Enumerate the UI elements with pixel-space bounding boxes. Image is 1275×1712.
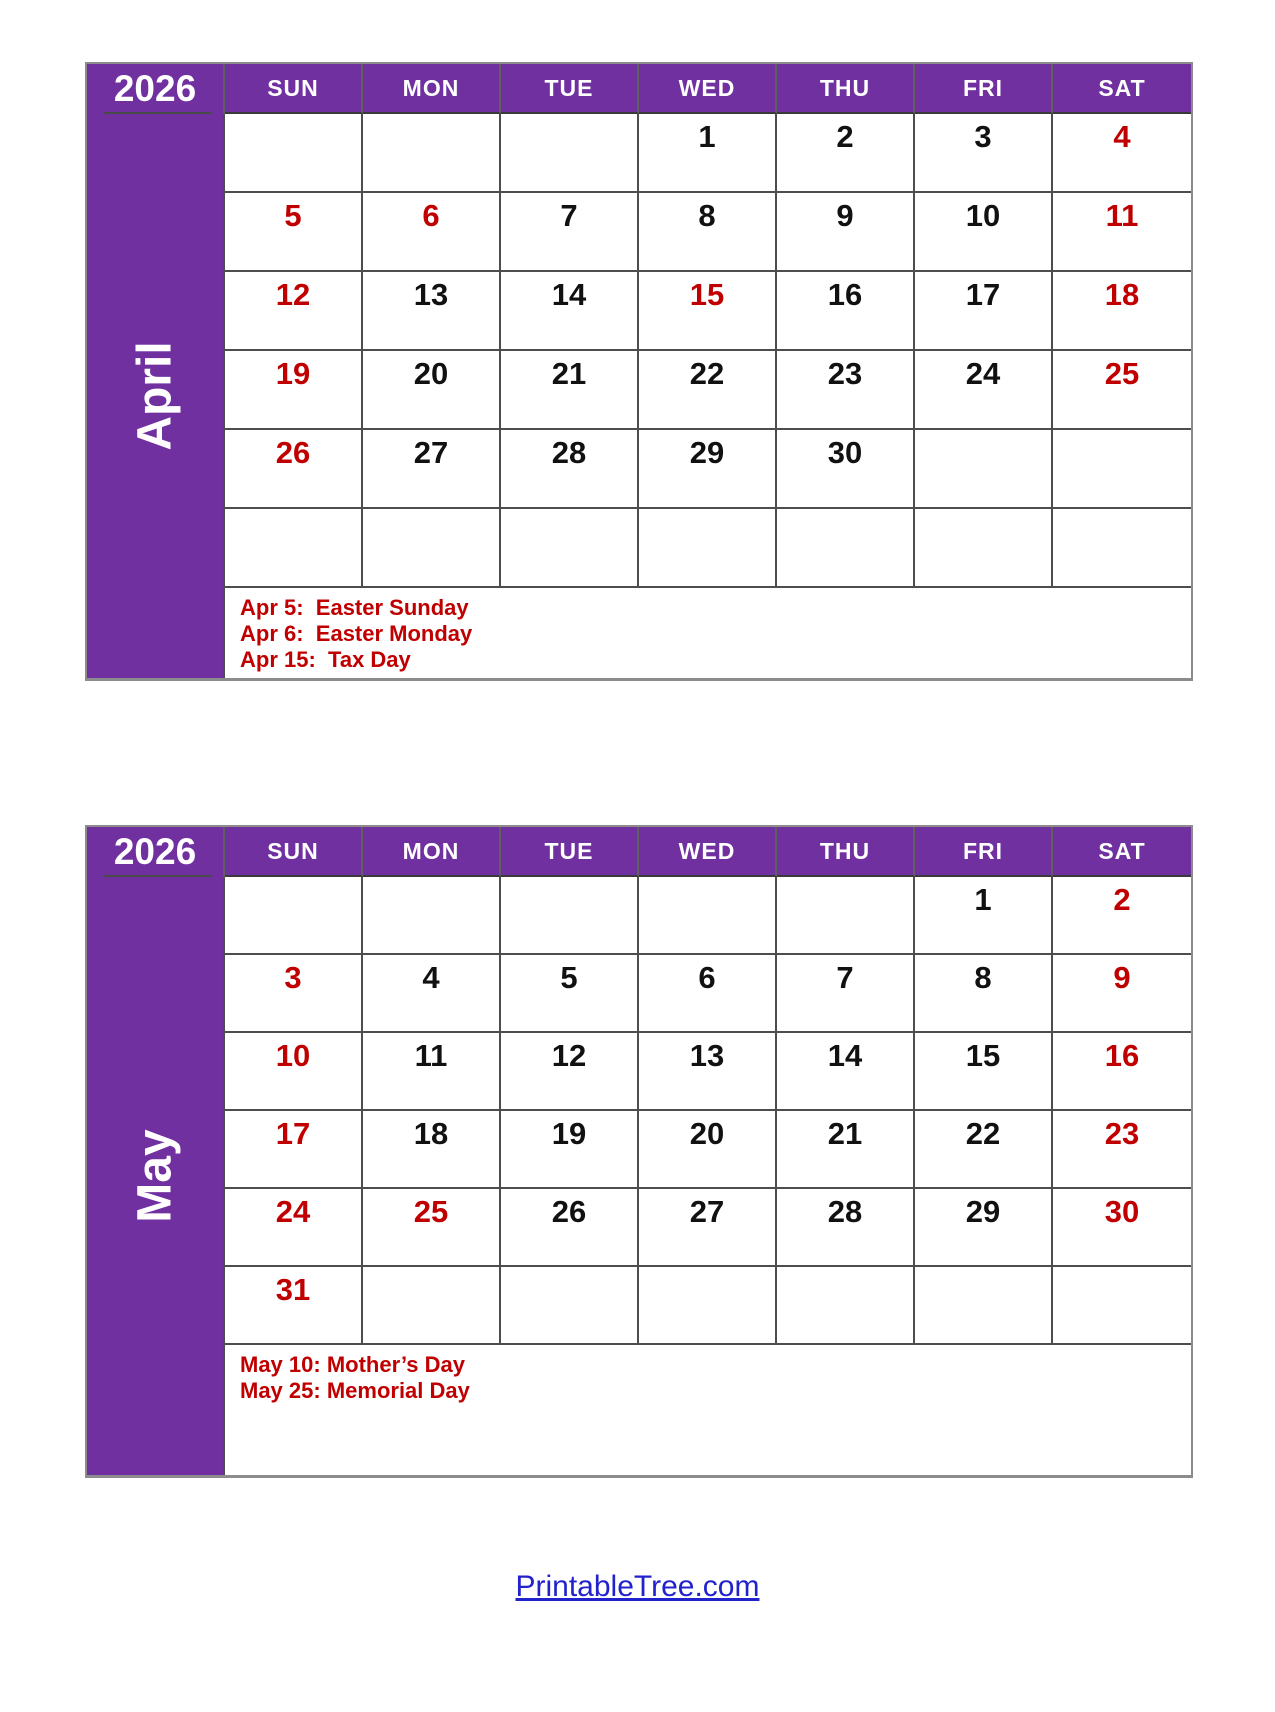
- date-cell-april-10: 10: [915, 193, 1053, 272]
- date-cell-empty: [501, 509, 639, 588]
- date-cell-april-6: 6: [363, 193, 501, 272]
- year-label: 2026: [87, 827, 225, 877]
- date-cell-empty: [1053, 430, 1191, 509]
- date-cell-april-26: 26: [225, 430, 363, 509]
- date-cell-april-5: 5: [225, 193, 363, 272]
- weekday-header-mon: MON: [363, 64, 501, 114]
- date-cell-may-20: 20: [639, 1111, 777, 1189]
- weekday-header-thu: THU: [777, 64, 915, 114]
- date-cell-may-14: 14: [777, 1033, 915, 1111]
- date-cell-may-8: 8: [915, 955, 1053, 1033]
- date-cell-may-21: 21: [777, 1111, 915, 1189]
- calendar-page: [0, 62, 1275, 1712]
- date-cell-april-12: 12: [225, 272, 363, 351]
- date-cell-empty: [225, 509, 363, 588]
- date-cell-empty: [915, 509, 1053, 588]
- date-cell-may-11: 11: [363, 1033, 501, 1111]
- holiday-note: Apr 6: Easter Monday: [240, 621, 473, 646]
- weekday-header-wed: WED: [639, 827, 777, 877]
- month-column-may: [87, 877, 225, 1475]
- date-cell-may-23: 23: [1053, 1111, 1191, 1189]
- date-cell-may-5: 5: [501, 955, 639, 1033]
- weekday-header-fri: FRI: [915, 827, 1053, 877]
- date-cell-april-7: 7: [501, 193, 639, 272]
- date-cell-empty: [1053, 509, 1191, 588]
- holiday-notes-may: [225, 1345, 1191, 1475]
- date-cell-may-30: 30: [1053, 1189, 1191, 1267]
- date-cell-april-15: 15: [639, 272, 777, 351]
- date-cell-may-19: 19: [501, 1111, 639, 1189]
- date-cell-may-18: 18: [363, 1111, 501, 1189]
- date-cell-empty: [915, 1267, 1053, 1345]
- month-label: May: [128, 1129, 182, 1223]
- month-column-april: [87, 114, 225, 678]
- date-cell-april-25: 25: [1053, 351, 1191, 430]
- date-cell-empty: [639, 509, 777, 588]
- date-cell-april-29: 29: [639, 430, 777, 509]
- date-cell-april-8: 8: [639, 193, 777, 272]
- date-cell-may-2: 2: [1053, 877, 1191, 955]
- date-cell-april-4: 4: [1053, 114, 1191, 193]
- calendar-april: [85, 62, 1193, 681]
- date-cell-may-31: 31: [225, 1267, 363, 1345]
- date-cell-april-24: 24: [915, 351, 1053, 430]
- date-cell-may-29: 29: [915, 1189, 1053, 1267]
- date-cell-may-17: 17: [225, 1111, 363, 1189]
- date-cell-april-1: 1: [639, 114, 777, 193]
- date-cell-april-14: 14: [501, 272, 639, 351]
- weekday-header-tue: TUE: [501, 827, 639, 877]
- weekday-header-thu: THU: [777, 827, 915, 877]
- date-cell-may-27: 27: [639, 1189, 777, 1267]
- weekday-header-wed: WED: [639, 64, 777, 114]
- date-cell-april-2: 2: [777, 114, 915, 193]
- date-cell-may-3: 3: [225, 955, 363, 1033]
- date-cell-may-26: 26: [501, 1189, 639, 1267]
- date-cell-may-4: 4: [363, 955, 501, 1033]
- calendar-may: [85, 825, 1193, 1478]
- weekday-header-sat: SAT: [1053, 64, 1191, 114]
- date-cell-april-11: 11: [1053, 193, 1191, 272]
- weekday-header-sat: SAT: [1053, 827, 1191, 877]
- footer: [0, 1570, 1275, 1604]
- date-cell-april-28: 28: [501, 430, 639, 509]
- date-cell-may-1: 1: [915, 877, 1053, 955]
- date-cell-empty: [777, 509, 915, 588]
- date-cell-empty: [915, 430, 1053, 509]
- date-cell-april-18: 18: [1053, 272, 1191, 351]
- date-cell-empty: [501, 877, 639, 955]
- year-label: 2026: [87, 64, 225, 114]
- date-cell-may-13: 13: [639, 1033, 777, 1111]
- date-cell-may-15: 15: [915, 1033, 1053, 1111]
- date-cell-empty: [501, 1267, 639, 1345]
- date-cell-april-17: 17: [915, 272, 1053, 351]
- date-cell-empty: [225, 877, 363, 955]
- date-cell-empty: [363, 114, 501, 193]
- holiday-note: May 25: Memorial Day: [240, 1378, 470, 1403]
- holiday-note: Apr 5: Easter Sunday: [240, 595, 469, 620]
- date-cell-empty: [225, 114, 363, 193]
- weekday-header-mon: MON: [363, 827, 501, 877]
- weekday-header-tue: TUE: [501, 64, 639, 114]
- date-cell-may-16: 16: [1053, 1033, 1191, 1111]
- footer-link[interactable]: PrintableTree.com: [515, 1570, 760, 1603]
- date-cell-april-13: 13: [363, 272, 501, 351]
- date-cell-may-7: 7: [777, 955, 915, 1033]
- date-cell-may-10: 10: [225, 1033, 363, 1111]
- date-cell-empty: [639, 877, 777, 955]
- date-cell-april-21: 21: [501, 351, 639, 430]
- date-cell-may-22: 22: [915, 1111, 1053, 1189]
- holiday-note: May 10: Mother’s Day: [240, 1352, 465, 1377]
- date-cell-empty: [363, 1267, 501, 1345]
- date-cell-april-30: 30: [777, 430, 915, 509]
- weekday-header-fri: FRI: [915, 64, 1053, 114]
- date-cell-may-6: 6: [639, 955, 777, 1033]
- date-cell-empty: [501, 114, 639, 193]
- holiday-notes-april: [225, 588, 1191, 678]
- date-cell-empty: [777, 1267, 915, 1345]
- date-cell-april-19: 19: [225, 351, 363, 430]
- holiday-note: Apr 15: Tax Day: [240, 647, 411, 672]
- date-cell-may-12: 12: [501, 1033, 639, 1111]
- date-cell-april-23: 23: [777, 351, 915, 430]
- date-cell-april-20: 20: [363, 351, 501, 430]
- date-cell-empty: [639, 1267, 777, 1345]
- month-label: April: [128, 341, 182, 451]
- date-cell-empty: [363, 509, 501, 588]
- date-cell-april-9: 9: [777, 193, 915, 272]
- date-cell-april-22: 22: [639, 351, 777, 430]
- date-cell-april-27: 27: [363, 430, 501, 509]
- weekday-header-sun: SUN: [225, 827, 363, 877]
- date-cell-may-28: 28: [777, 1189, 915, 1267]
- date-cell-may-9: 9: [1053, 955, 1191, 1033]
- date-cell-april-16: 16: [777, 272, 915, 351]
- date-cell-april-3: 3: [915, 114, 1053, 193]
- date-cell-may-25: 25: [363, 1189, 501, 1267]
- date-cell-empty: [777, 877, 915, 955]
- date-cell-empty: [1053, 1267, 1191, 1345]
- date-cell-empty: [363, 877, 501, 955]
- date-cell-may-24: 24: [225, 1189, 363, 1267]
- weekday-header-sun: SUN: [225, 64, 363, 114]
